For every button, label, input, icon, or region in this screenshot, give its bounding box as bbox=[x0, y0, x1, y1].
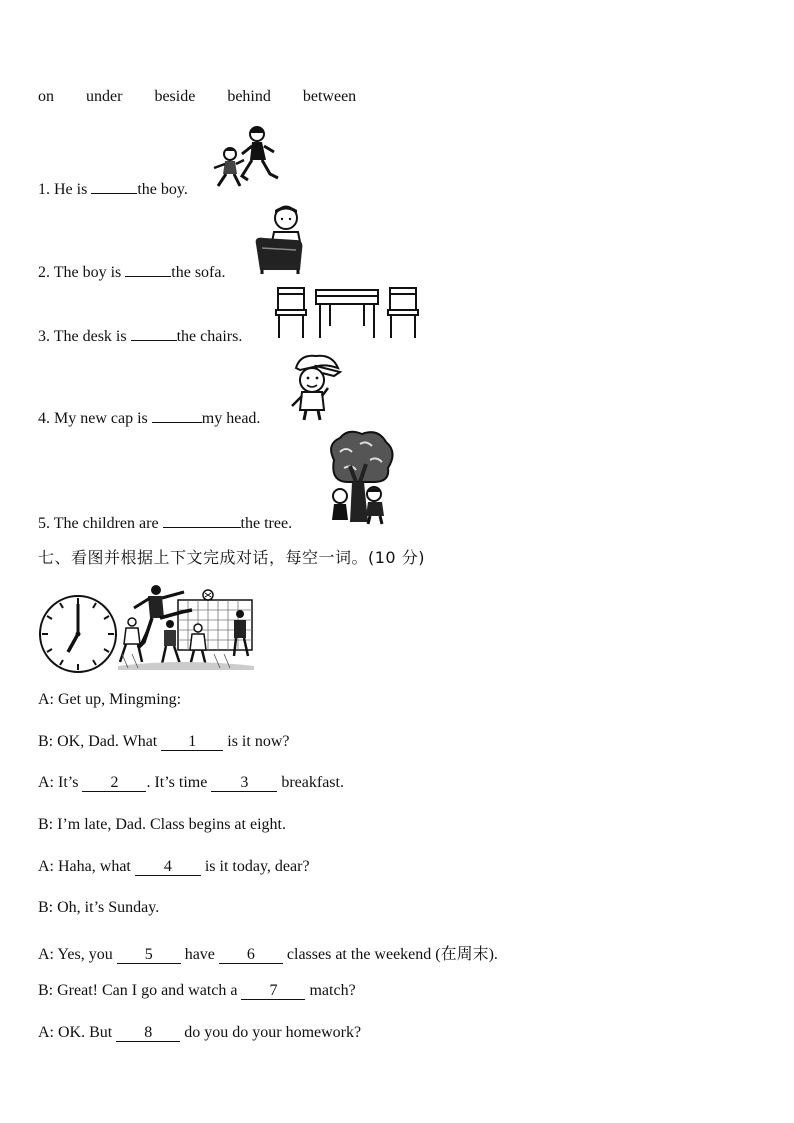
dialogue-blank-2[interactable]: 2 bbox=[82, 775, 146, 792]
dialogue-line-8: B: Great! Can I go and watch a 7 match? bbox=[38, 982, 356, 999]
boys-running-picture bbox=[212, 124, 280, 192]
dialogue-line-6: B: Oh, it’s Sunday. bbox=[38, 899, 160, 916]
word-under: under bbox=[86, 88, 123, 105]
dialogue-blank-5[interactable]: 5 bbox=[117, 947, 181, 964]
clock-seven-oclock-picture bbox=[38, 594, 118, 674]
question-4: 4. My new cap is my head. bbox=[38, 410, 261, 427]
dialogue-blank-1[interactable]: 1 bbox=[161, 734, 223, 751]
question-5: 5. The children are the tree. bbox=[38, 515, 293, 532]
dialogue-line-3: A: It’s 2 . It’s time 3 breakfast. bbox=[38, 774, 344, 791]
question-3: 3. The desk is the chairs. bbox=[38, 328, 243, 345]
answer-blank-3[interactable] bbox=[131, 326, 177, 341]
answer-blank-5[interactable] bbox=[163, 513, 241, 528]
word-behind: behind bbox=[227, 88, 271, 105]
dialogue-line-9: A: OK. But 8 do you do your homework? bbox=[38, 1024, 362, 1041]
dialogue-line-5: A: Haha, what 4 is it today, dear? bbox=[38, 858, 310, 875]
boy-with-cap-picture bbox=[290, 352, 342, 422]
dialogue-blank-8[interactable]: 8 bbox=[116, 1025, 180, 1042]
desk-between-chairs-picture bbox=[274, 286, 424, 340]
word-on: on bbox=[38, 88, 54, 105]
dialogue-line-1: A: Get up, Mingming: bbox=[38, 691, 182, 708]
question-2: 2. The boy is the sofa. bbox=[38, 264, 226, 281]
dialogue-line-4: B: I’m late, Dad. Class begins at eight. bbox=[38, 816, 286, 833]
answer-blank-4[interactable] bbox=[152, 408, 202, 423]
dialogue-line-7: A: Yes, you 5 have 6 classes at the weekend (在周末). bbox=[38, 946, 498, 963]
dialogue-blank-7[interactable]: 7 bbox=[241, 983, 305, 1000]
answer-blank-2[interactable] bbox=[125, 262, 171, 277]
word-beside: beside bbox=[154, 88, 196, 105]
dialogue-blank-4[interactable]: 4 bbox=[135, 859, 201, 876]
question-1: 1. He is the boy. bbox=[38, 181, 188, 198]
football-match-picture bbox=[114, 584, 256, 670]
section-7-title: 七、看图并根据上下文完成对话，每空一词。(10 分) bbox=[38, 548, 425, 567]
word-bank bbox=[38, 88, 384, 106]
children-behind-tree-picture bbox=[326, 430, 396, 526]
answer-blank-1[interactable] bbox=[91, 179, 137, 194]
boy-behind-sofa-picture bbox=[252, 202, 304, 276]
dialogue-blank-3[interactable]: 3 bbox=[211, 775, 277, 792]
dialogue-line-2: B: OK, Dad. What 1 is it now? bbox=[38, 733, 290, 750]
word-between: between bbox=[302, 88, 357, 105]
dialogue-blank-6[interactable]: 6 bbox=[219, 947, 283, 964]
